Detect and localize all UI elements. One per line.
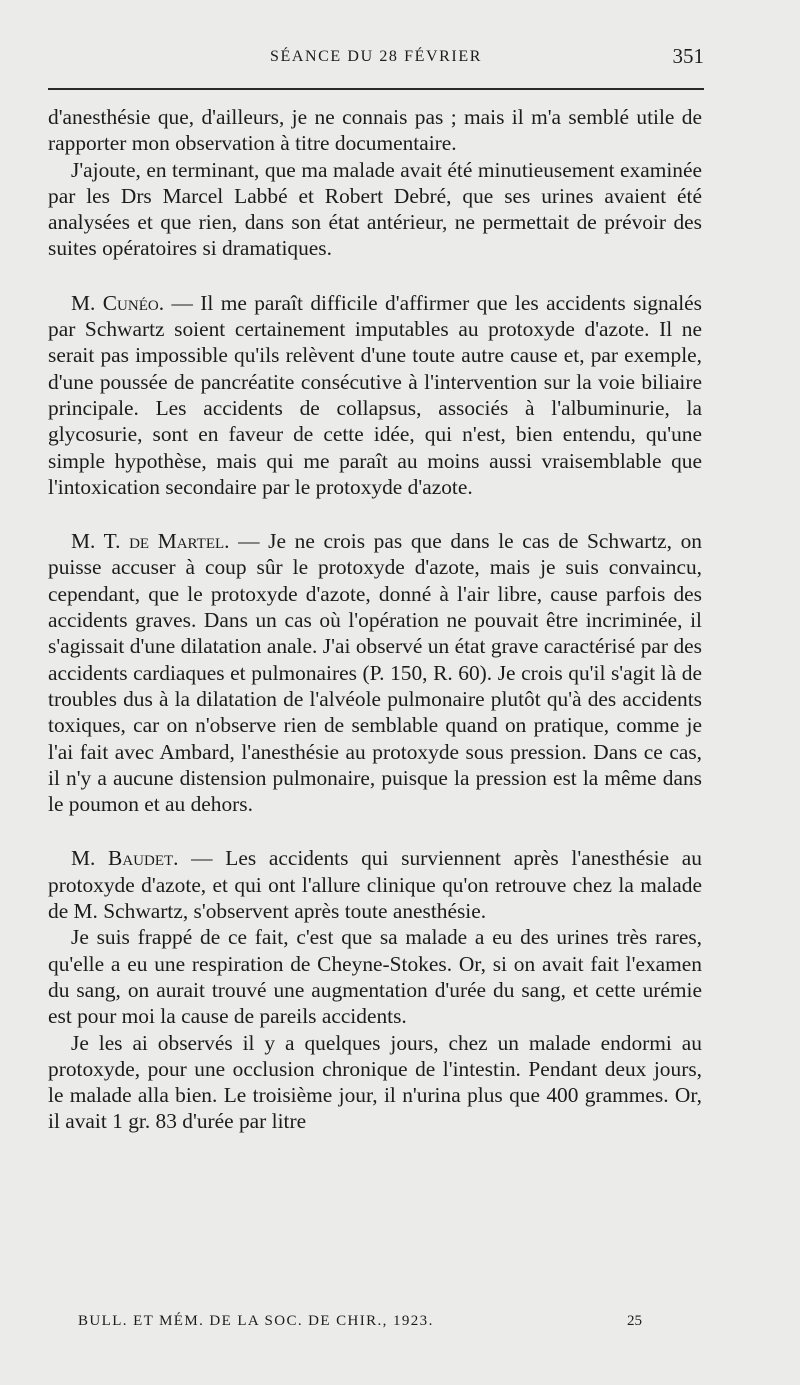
paragraph-cuneo bbox=[48, 290, 702, 500]
page-body bbox=[48, 104, 702, 1135]
paragraph-continuation: d'anesthésie que, d'ailleurs, je ne connais pas ; mais il m'a semblé utile de rapporter mon observation à titre documentaire. bbox=[48, 105, 702, 156]
running-title: SÉANCE DU 28 FÉVRIER bbox=[269, 48, 482, 65]
footer-source: BULL. ET MÉM. DE LA SOC. DE CHIR., 1923. bbox=[78, 1313, 434, 1329]
speech-text: — Je ne crois pas que dans le cas de Schwartz, on puisse accuser à coup sûr le protoxyde d'azote, mais je suis convaincu, cependant, que le protoxyde d'azote, donné à l'air libre, cause parfois des accidents graves. Dans un cas où l'opération ne pouvait être incriminée, il s'agissait d'une dilatation anale. J'ai observé un état grave caractérisé par des accidents cardiaques et pulmonaires (P. 150, R. 60). Je crois qu'il s'agit là de troubles dus à la dilatation de l'alvéole pulmonaire plutôt qu'à des accidents toxiques, car on n'observe rien de semblable quand on pratique, comme je l'ai fait avec Ambard, l'anesthésie au protoxyde sous pression. Dans ce cas, il n'y a aucune distension pulmonaire, puisque la pression est la même dans le poumon et au dehors. bbox=[48, 529, 703, 817]
paragraph-de-martel bbox=[48, 528, 702, 817]
paragraph-observes: Je les ai observés il y a quelques jours, chez un malade endormi au protoxyde, pour une occlusion chronique de l'intestin. Pendant deux jours, le malade alla bien. Le troisième jour, il n'urina plus que 400 grammes. Or, il avait 1 gr. 83 d'urée par litre bbox=[48, 1030, 702, 1134]
header-rule bbox=[48, 88, 704, 90]
page-footer bbox=[78, 1313, 642, 1335]
speaker-name: M. T. de Martel. bbox=[71, 529, 230, 554]
speech-text: — Les accidents qui surviennent après l'anesthésie au protoxyde d'azote, et qui ont l'allure clinique qu'on retrouve chez la malade de M. Schwartz, s'observent après toute anesthésie. bbox=[48, 846, 702, 924]
paragraph-ajoute: J'ajoute, en terminant, que ma malade avait été minutieusement examinée par les Drs Marcel Labbé et Robert Debré, que ses urines avaient été analysées et que rien, dans son état antérieur, ne permettait de prévoir des suites opératoires si dramatiques. bbox=[48, 157, 702, 261]
running-header bbox=[48, 44, 704, 74]
signature-mark: 25 bbox=[627, 1313, 642, 1329]
speaker-name: M. Cunéo. bbox=[71, 290, 165, 315]
speech-text: — Il me paraît difficile d'affirmer que les accidents signalés par Schwartz soient certainement imputables au protoxyde d'azote. Il ne serait pas impossible qu'ils relèvent d'une toute autre cause et, par exemple, d'une poussée de pancréatite consécutive à l'intervention sur la voie biliaire principale. Les accidents de collapsus, associés à l'albuminurie, la glycosurie, sont en faveur de cette idée, qui n'est, bien entendu, qu'une simple hypothèse, mais qui me paraît au moins aussi vraisemblable que l'intoxication secondaire par le protoxyde d'azote. bbox=[48, 290, 702, 499]
paragraph-baudet bbox=[48, 845, 702, 924]
page-number: 351 bbox=[672, 44, 704, 68]
paragraph-frappe: Je suis frappé de ce fait, c'est que sa malade a eu des urines très rares, qu'elle a eu une respiration de Cheyne-Stokes. Or, si on avait fait l'examen du sang, on aurait trouvé une augmentation d'urée du sang, et cette urémie est pour moi la cause de pareils accidents. bbox=[48, 925, 702, 1029]
speaker-name: M. Baudet. bbox=[71, 846, 179, 871]
